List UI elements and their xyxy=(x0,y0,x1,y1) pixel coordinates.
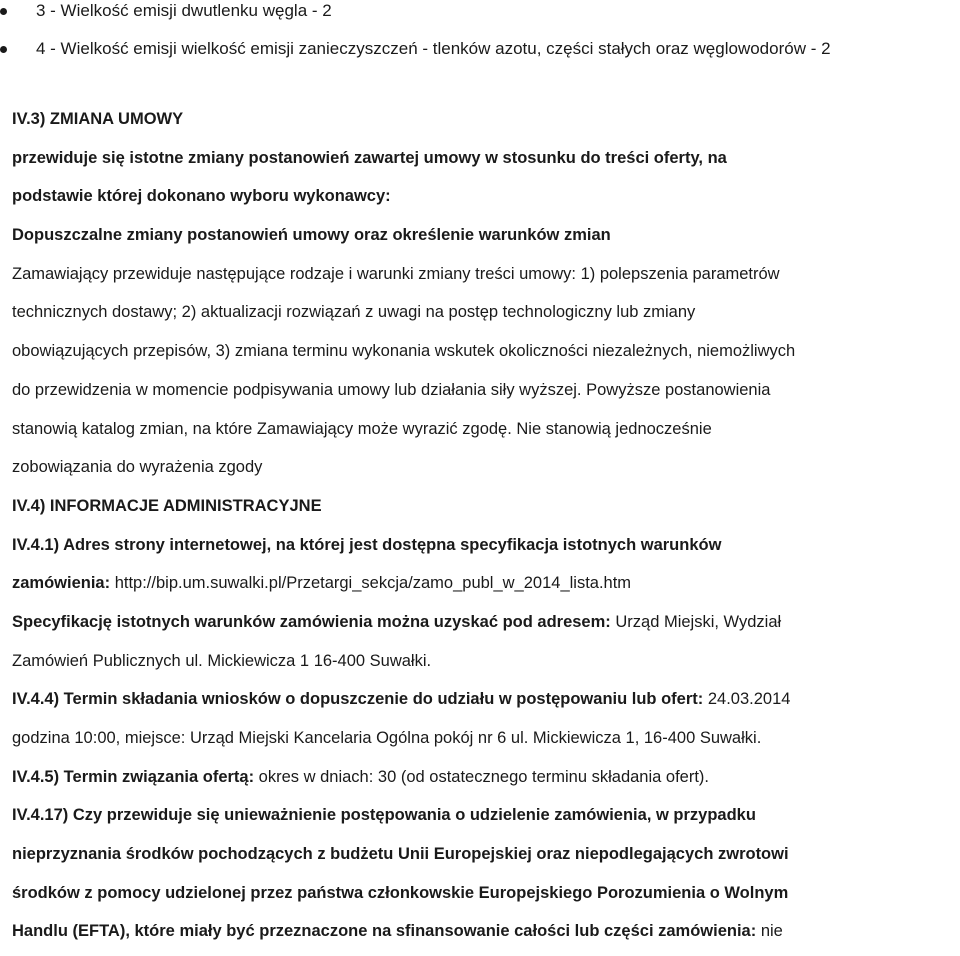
iv41-label-end: zamówienia: xyxy=(12,574,111,593)
spec-address-value: Urząd Miejski, Wydział xyxy=(615,612,782,631)
paragraph-line: Zamawiający przewiduje następujące rodzaje i warunki zmiany treści umowy: 1) polepszenia parametrów xyxy=(12,264,780,283)
section-heading-iv3: IV.3) ZMIANA UMOWY xyxy=(12,110,184,128)
allowed-changes-heading: Dopuszczalne zmiany postanowień umowy oraz określenie warunków zmian xyxy=(12,226,611,245)
spec-address-value-cont: Zamówień Publicznych ul. Mickiewicza 1 16-400 Suwałki. xyxy=(12,651,432,670)
paragraph-line: technicznych dostawy; 2) aktualizacji rozwiązań z uwagi na postęp technologiczny lub zmiany xyxy=(12,303,696,322)
iv44-deadline-line xyxy=(12,680,956,719)
spec-url-link[interactable]: http://bip.um.suwalki.pl/Przetargi_sekcja/zamo_publ_w_2014_lista.htm xyxy=(114,574,632,593)
spec-address-label: Specyfikację istotnych warunków zamówienia można uzyskać pod adresem: xyxy=(12,612,611,631)
paragraph-line: zobowiązania do wyrażenia zgody xyxy=(12,458,263,477)
paragraph-line: stanowią katalog zmian, na które Zamawiający może wyrazić zgodę. Nie stanowią jednocześnie xyxy=(12,419,712,438)
iv41-label: IV.4.1) Adres strony internetowej, na której jest dostępna specyfikacja istotnych warunków xyxy=(12,535,722,554)
contract-change-text: przewiduje się istotne zmiany postanowień zawartej umowy w stosunku do treści oferty, na xyxy=(12,148,727,167)
section-heading-iv4: IV.4) INFORMACJE ADMINISTRACYJNE xyxy=(12,496,322,515)
iv417-text-end: Handlu (EFTA), które miały być przeznaczone na sfinansowanie całości lub części zamówienia: xyxy=(12,922,757,941)
iv44-label: IV.4.4) Termin składania wniosków o dopuszczenie do udziału w postępowaniu lub ofert: xyxy=(12,690,704,709)
iv417-text: nieprzyznania środków pochodzących z budżetu Unii Europejskiej oraz niepodlegających zwrotowi xyxy=(12,845,789,864)
iv45-line xyxy=(12,758,956,797)
spec-address-line xyxy=(12,603,956,642)
iv417-last-line xyxy=(12,912,956,951)
emission-criteria-list xyxy=(0,0,831,76)
paragraph-line: obowiązujących przepisów, 3) zmiana terminu wykonania wskutek okoliczności niezależnych, niemożliwych xyxy=(12,342,796,361)
iv44-date: 24.03.2014 xyxy=(707,690,791,709)
list-item: 4 - Wielkość emisji wielkość emisji zanieczyszczeń - tlenków azotu, części stałych oraz węglowodorów - 2 xyxy=(0,38,831,76)
iv417-text: środków z pomocy udzielonej przez państwa członkowskie Europejskiego Porozumienia o Wolnym xyxy=(12,883,789,902)
document-body xyxy=(12,100,956,951)
contract-change-text: podstawie której dokonano wyboru wykonawcy: xyxy=(12,187,391,206)
iv417-answer: nie xyxy=(760,922,783,941)
paragraph-line: do przewidzenia w momencie podpisywania umowy lub działania siły wyższej. Powyższe postanowienia xyxy=(12,380,771,399)
list-item: 3 - Wielkość emisji dwutlenku węgla - 2 xyxy=(0,0,831,38)
iv45-label: IV.4.5) Termin związania ofertą: xyxy=(12,767,255,786)
iv417-text: IV.4.17) Czy przewiduje się unieważnienie postępowania o udzielenie zamówienia, w przypadku xyxy=(12,806,756,825)
iv45-value: okres w dniach: 30 (od ostatecznego terminu składania ofert). xyxy=(258,767,709,786)
iv41-address-line xyxy=(12,564,956,603)
iv44-place: godzina 10:00, miejsce: Urząd Miejski Kancelaria Ogólna pokój nr 6 ul. Mickiewicza 1, 16-400 Suwałki. xyxy=(12,729,762,747)
